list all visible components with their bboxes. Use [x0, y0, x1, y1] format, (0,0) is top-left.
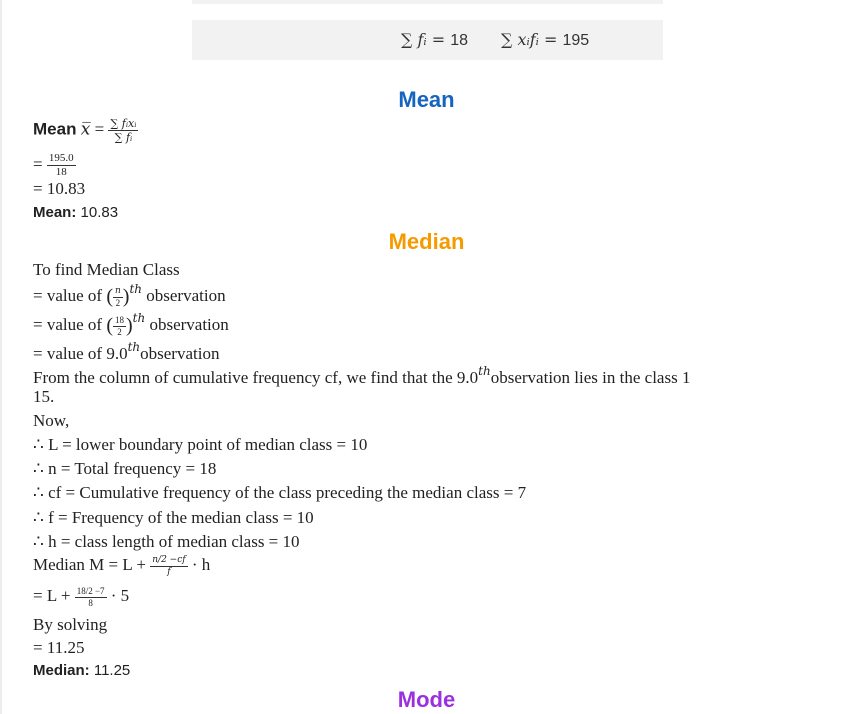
- median-line-2-num: n: [114, 285, 121, 296]
- th-superscript: th: [132, 311, 146, 325]
- median-substitution: [33, 586, 129, 608]
- median-line-3-pre: = value of: [33, 315, 103, 334]
- median-line-4: [33, 340, 219, 364]
- median-line-3-num: 18: [114, 314, 124, 325]
- sum-f-label: ∑ fᵢ =: [401, 30, 451, 49]
- median-def-frequency: ∴ f = Frequency of the median class = 10: [33, 508, 314, 527]
- median-formula-fraction: [150, 556, 187, 577]
- median-formula: [33, 555, 210, 577]
- median-line-6: 15.: [33, 387, 55, 406]
- mean-formula-den: ∑ fᵢ: [114, 131, 133, 144]
- median-line-4-pre: = value of 9.0: [33, 344, 128, 363]
- totals-row: [192, 20, 663, 60]
- sum-xf-label: ∑ xᵢfᵢ =: [501, 30, 563, 49]
- mean-result-label: Mean:: [33, 204, 77, 221]
- median-result-label: Median:: [33, 662, 90, 679]
- mean-step-fraction: [47, 153, 76, 178]
- median-def-lower-boundary: ∴ L = lower boundary point of median class = 10: [33, 435, 368, 454]
- sum-xf-cell: [501, 30, 589, 50]
- median-formula-post: · h: [191, 555, 211, 574]
- median-line-5: [33, 364, 690, 388]
- median-line-2-den: 2: [115, 297, 121, 308]
- th-superscript: th: [127, 340, 141, 354]
- median-solving: By solving: [33, 615, 108, 634]
- median-line-2-post: observation: [146, 286, 226, 305]
- median-formula-den: f: [167, 566, 171, 577]
- median-line-3-post: observation: [149, 315, 229, 334]
- mean-step-den: 18: [55, 166, 67, 178]
- mean-step-result: = 10.83: [33, 179, 86, 198]
- table-bottom-strip: [192, 0, 663, 4]
- median-result: [33, 662, 130, 679]
- median-line-7: Now,: [33, 411, 70, 430]
- th-superscript: th: [478, 364, 491, 378]
- median-formula-pre: Median M = L +: [33, 555, 146, 574]
- median-sub-post: · 5: [110, 586, 130, 605]
- mean-result-value: 10.83: [80, 204, 119, 221]
- median-def-class-length: ∴ h = class length of median class = 10: [33, 532, 300, 551]
- median-line-1: To find Median Class: [33, 260, 180, 279]
- mean-step-num: 195.0: [48, 152, 74, 164]
- mean-formula: Mean x̅ = $\frac{\text{∑ fᵢxᵢ}}{\text{∑ fᵢ}}$: [33, 117, 137, 144]
- th-superscript: th: [129, 282, 143, 296]
- median-line-4-post: observation: [140, 344, 220, 363]
- mean-formula-fraction: [108, 118, 138, 143]
- median-line-2: = value of ( $\frac{n}{2}$ )$^{th}$ observation: [33, 282, 226, 308]
- median-sub-pre: = L +: [33, 586, 71, 605]
- sum-f-value: 18: [450, 32, 469, 49]
- mean-step: = $\frac{195.0}{18}$: [33, 152, 74, 178]
- median-sub-den: 8: [88, 597, 93, 608]
- median-sub-num: 18/2 −7: [76, 585, 105, 596]
- mean-result: [33, 204, 118, 221]
- median-solving-result: = 11.25: [33, 638, 85, 657]
- median-def-cumulative-frequency: ∴ cf = Cumulative frequency of the class preceding the median class = 7: [33, 483, 527, 502]
- mean-heading: Mean: [398, 87, 455, 112]
- mean-label: Mean: [33, 119, 77, 139]
- median-heading: Median: [388, 229, 465, 254]
- median-line-5-pre: From the column of cumulative frequency cf, we find that the 9.0: [33, 368, 479, 387]
- sum-f-cell: [401, 30, 468, 50]
- median-result-value: 11.25: [93, 662, 131, 679]
- median-line-5-post: observation lies in the class 1: [490, 368, 691, 387]
- median-line-3-den: 2: [117, 326, 122, 337]
- median-line-3: = value of ( $\frac{18}{2}$ )$^{th}$ observation: [33, 311, 229, 337]
- median-sub-fraction: [75, 587, 107, 608]
- sum-xf-value: 195: [562, 32, 590, 49]
- median-formula-num: n/2 −cf: [152, 554, 186, 565]
- median-line-2-pre: = value of: [33, 286, 103, 305]
- median-def-total-frequency: ∴ n = Total frequency = 18: [33, 459, 217, 478]
- mode-heading: Mode: [397, 687, 456, 712]
- mean-formula-num: ∑ fᵢxᵢ: [110, 117, 137, 130]
